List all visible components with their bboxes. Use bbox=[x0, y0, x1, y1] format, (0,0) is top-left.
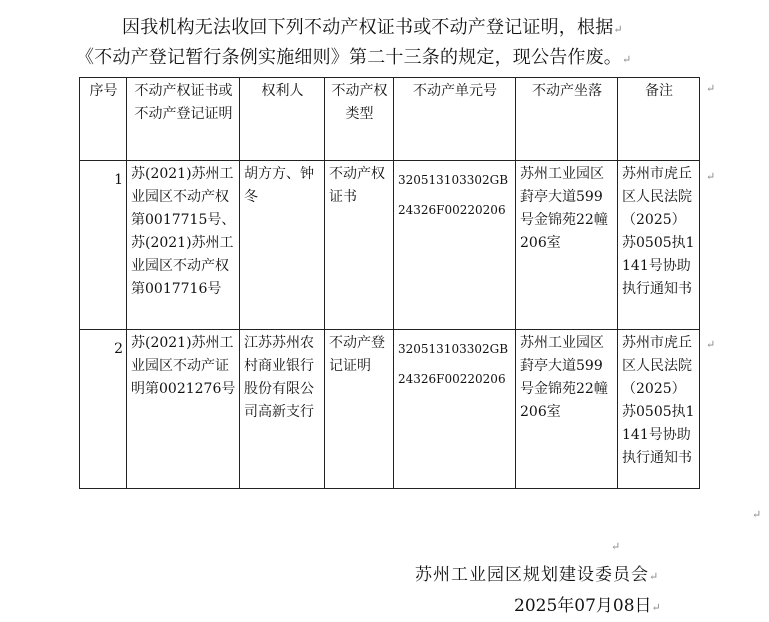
paragraph-mark-icon: ↵ bbox=[706, 82, 716, 95]
header-location: 不动产坐落 bbox=[516, 78, 618, 161]
header-index: 序号 bbox=[80, 78, 127, 161]
row-location: 苏州工业园区葑亭大道599号金锦苑22幢206室 bbox=[516, 161, 618, 330]
paragraph-mark-icon: ↵ bbox=[706, 338, 716, 351]
row-location: 苏州工业园区葑亭大道599号金锦苑22幢206室 bbox=[516, 330, 618, 489]
row-holder: 江苏苏州农村商业银行股份有限公司高新支行 bbox=[240, 330, 325, 489]
paragraph-mark-icon: ↵ bbox=[622, 53, 632, 66]
void-certificates-table bbox=[79, 77, 700, 489]
row-index: 1 bbox=[80, 161, 127, 330]
header-remark: 备注 bbox=[618, 78, 700, 161]
issuing-organization bbox=[415, 560, 659, 585]
notice-intro bbox=[76, 14, 706, 74]
intro-line-1: 因我机构无法收回下列不动产权证书或不动产登记证明，根据 bbox=[122, 17, 614, 38]
row-holder: 胡方方、钟冬 bbox=[240, 161, 325, 330]
header-holder: 权利人 bbox=[240, 78, 325, 161]
row-right-type: 不动产登记证明 bbox=[325, 330, 394, 489]
header-unit-number: 不动产单元号 bbox=[394, 78, 516, 161]
row-right-type: 不动产权证书 bbox=[325, 161, 394, 330]
row-unit-number: 320513103302GB24326F00220206 bbox=[394, 161, 516, 330]
row-certificate: 苏(2021)苏州工业园区不动产权第0017715号、苏(2021)苏州工业园区不动产权第0017716号 bbox=[127, 161, 240, 330]
header-right-type: 不动产权类型 bbox=[325, 78, 394, 161]
intro-line-2: 《不动产登记暂行条例实施细则》第二十三条的规定，现公告作废。 bbox=[76, 47, 622, 68]
date-text: 2025年07月08日 bbox=[514, 596, 652, 616]
row-unit-number: 320513103302GB24326F00220206 bbox=[394, 330, 516, 489]
organization-name: 苏州工业园区规划建设委员会 bbox=[415, 565, 649, 585]
row-index: 2 bbox=[80, 330, 127, 489]
table-row bbox=[80, 161, 700, 330]
table-header-row bbox=[80, 78, 700, 161]
paragraph-mark-icon: ↵ bbox=[752, 508, 762, 521]
row-remark: 苏州市虎丘区人民法院（2025）苏0505执1141号协助执行通知书 bbox=[618, 161, 700, 330]
paragraph-mark-icon: ↵ bbox=[611, 540, 621, 553]
table-row bbox=[80, 330, 700, 489]
header-certificate: 不动产权证书或不动产登记证明 bbox=[127, 78, 240, 161]
paragraph-mark-icon: ↵ bbox=[651, 601, 661, 614]
issue-date bbox=[514, 591, 661, 616]
row-remark: 苏州市虎丘区人民法院（2025）苏0505执1141号协助执行通知书 bbox=[618, 330, 700, 489]
paragraph-mark-icon: ↵ bbox=[649, 570, 660, 583]
row-certificate: 苏(2021)苏州工业园区不动产证明第0021276号 bbox=[127, 330, 240, 489]
paragraph-mark-icon: ↵ bbox=[706, 170, 716, 183]
paragraph-mark-icon: ↵ bbox=[613, 23, 623, 36]
